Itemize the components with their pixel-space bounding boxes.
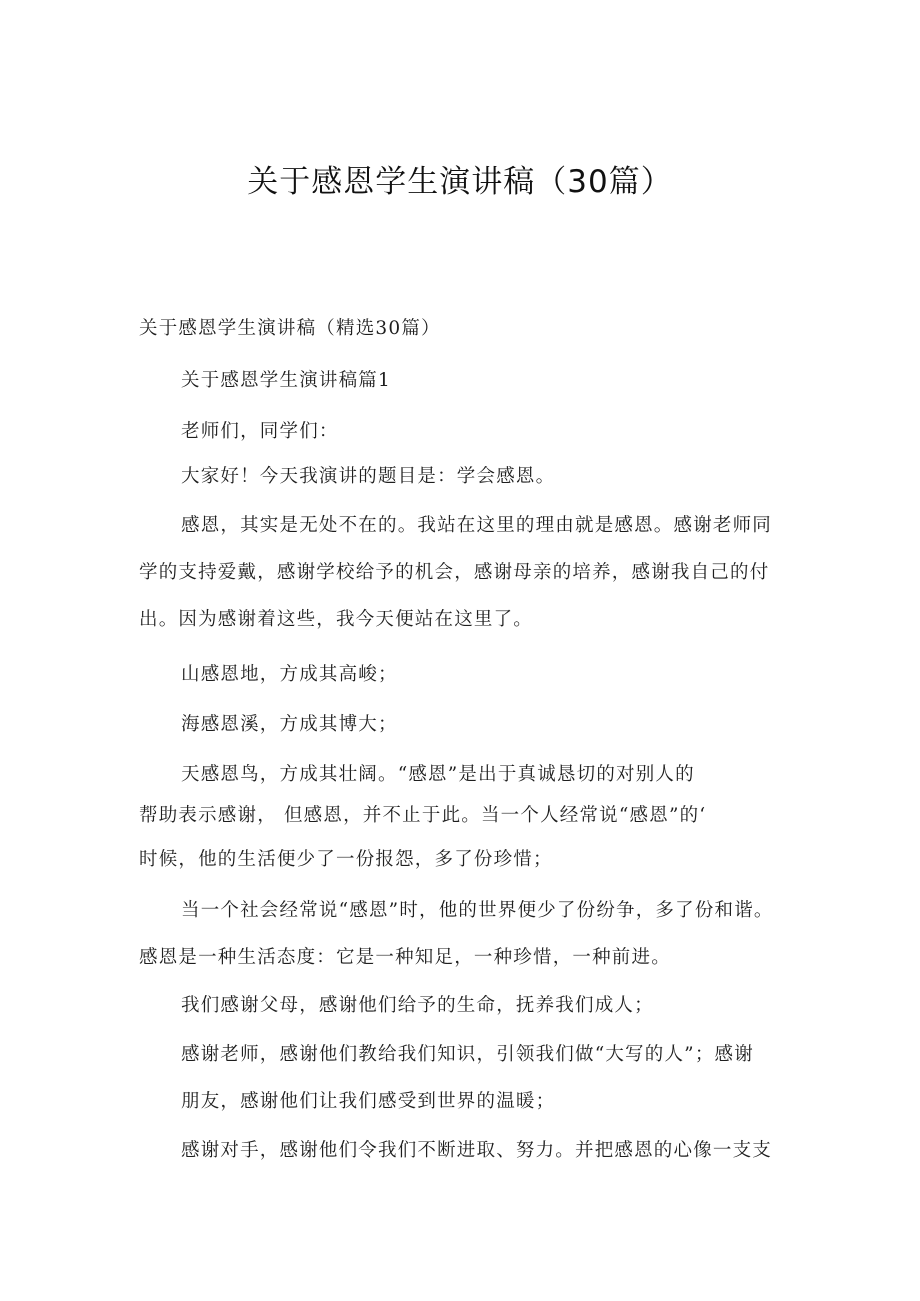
paragraph-line: 感谢老师，感谢他们教给我们知识，引领我们做“大写的人”；感谢 xyxy=(181,1044,754,1065)
paragraph-line: 当一个社会经常说“感恩”时，他的世界便少了份纷争，多了份和谐。 xyxy=(181,900,774,921)
paragraph-line: 时候，他的生活便少了一份报怨，多了份珍惜； xyxy=(139,849,553,870)
paragraph-line: 出。因为感谢着这些，我今天便站在这里了。 xyxy=(139,609,534,630)
section-heading: 关于感恩学生演讲稿篇1 xyxy=(181,370,391,391)
paragraph-line: 感谢对手，感谢他们令我们不断进取、努力。并把感恩的心像一支支 xyxy=(181,1140,773,1161)
subtitle-line: 关于感恩学生演讲稿（精选30篇） xyxy=(139,318,441,339)
paragraph-line: 大家好！今天我演讲的题目是：学会感恩。 xyxy=(181,466,556,487)
paragraph-line: 朋友，感谢他们让我们感受到世界的温暖； xyxy=(181,1091,556,1112)
paragraph-line: 帮助表示感谢， 但感恩，并不止于此。当一个人经常说“感恩”的‘ xyxy=(139,805,707,826)
paragraph-line: 海感恩溪，方成其博大； xyxy=(181,714,398,735)
paragraph-line: 感恩是一种生活态度：它是一种知足，一种珍惜，一种前进。 xyxy=(139,947,671,968)
paragraph-line: 山感恩地，方成其高峻； xyxy=(181,664,398,685)
paragraph-line: 天感恩鸟，方成其壮阔。“感恩”是出于真诚恳切的对别人的 xyxy=(181,764,695,785)
paragraph-line: 我们感谢父母，感谢他们给予的生命，抚养我们成人； xyxy=(181,995,654,1016)
paragraph-line: 学的支持爱戴，感谢学校给予的机会，感谢母亲的培养，感谢我自己的付 xyxy=(139,562,770,583)
salutation: 老师们，同学们： xyxy=(181,421,339,442)
page-title: 关于感恩学生演讲稿（30篇） xyxy=(247,164,673,200)
paragraph-line: 感恩，其实是无处不在的。我站在这里的理由就是感恩。感谢老师同 xyxy=(181,515,773,536)
